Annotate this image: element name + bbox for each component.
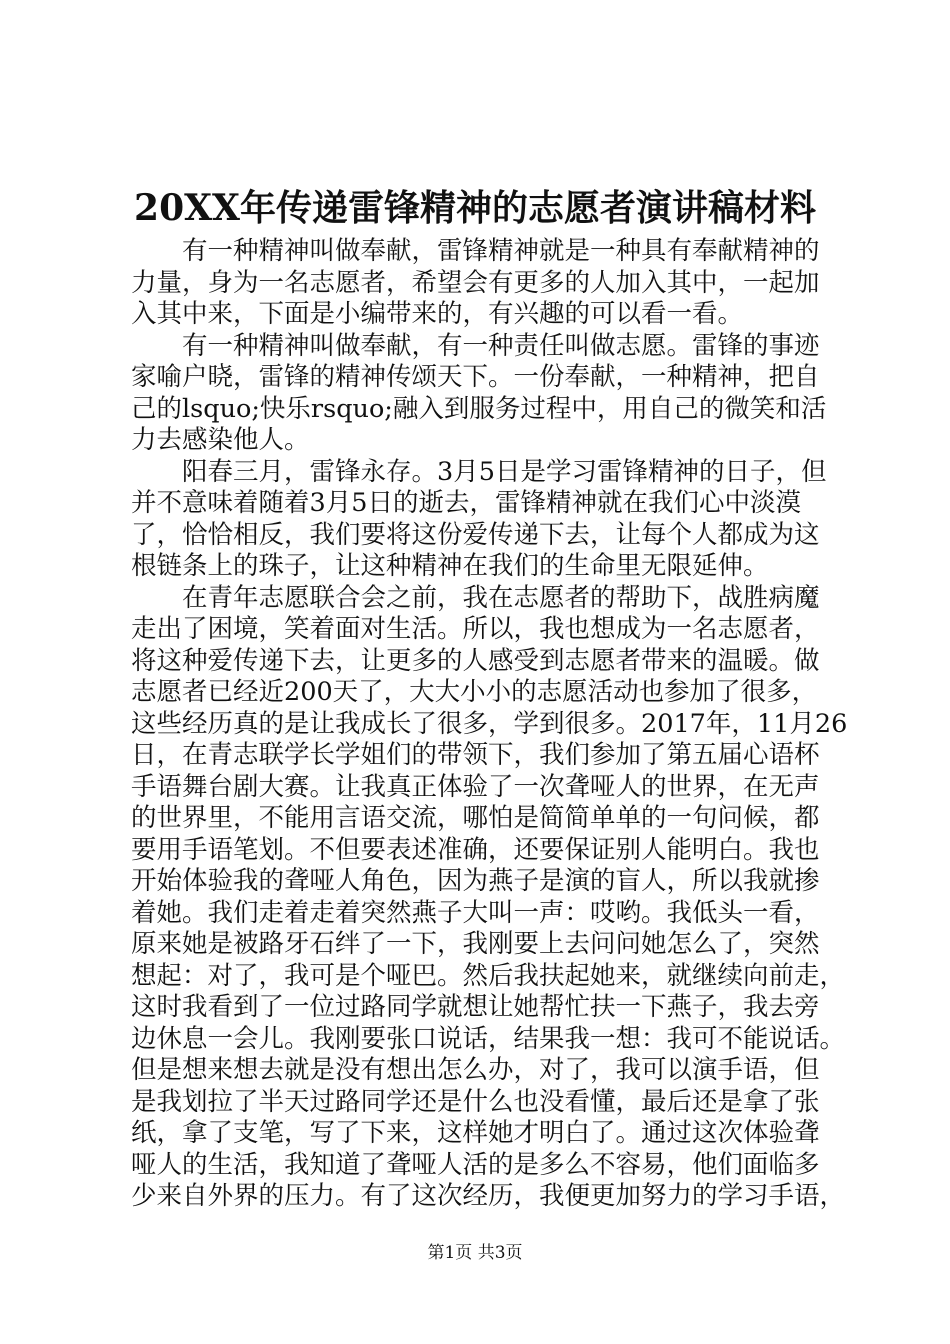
text-line: 日，在青志联学长学姐们的带领下，我们参加了第五届心语杯 xyxy=(131,740,820,770)
article-body xyxy=(131,236,861,1213)
text-line: 志愿者已经近200天了，大大小小的志愿活动也参加了很多， xyxy=(131,677,818,707)
text-line: 着她。我们走着走着突然燕子大叫一声：哎哟。我低头一看， xyxy=(131,897,820,928)
text-line: 阳春三月，雷锋永存。3月5日是学习雷锋精神的日子，但 xyxy=(131,456,827,487)
text-line: 纸，拿了支笔，写了下来，这样她才明白了。通过这次体验聋 xyxy=(131,1118,820,1148)
text-line: 力量，身为一名志愿者，希望会有更多的人加入其中，一起加 xyxy=(131,267,820,298)
text-line: 并不意味着随着3月5日的逝去，雷锋精神就在我们心中淡漠 xyxy=(131,488,801,518)
page-title: 20XX年传递雷锋精神的志愿者演讲稿材料 xyxy=(134,187,816,229)
text-line: 但是想来想去就是没有想出怎么办，对了，我可以演手语，但 xyxy=(131,1055,820,1085)
text-line: 这时我看到了一位过路同学就想让她帮忙扶一下燕子，我去旁 xyxy=(131,992,820,1022)
paragraph xyxy=(131,583,861,1213)
text-line: 边休息一会儿。我刚要张口说话，结果我一想：我可不能说话。 xyxy=(131,1023,846,1054)
paragraph xyxy=(131,331,861,457)
text-line: 在青年志愿联合会之前，我在志愿者的帮助下，战胜病魔 xyxy=(131,582,820,613)
paragraph xyxy=(131,236,861,331)
text-line: 的世界里，不能用言语交流，哪怕是简简单单的一句问候，都 xyxy=(131,803,820,833)
text-line: 将这种爱传递下去，让更多的人感受到志愿者带来的温暖。做 xyxy=(131,645,820,676)
text-line: 有一种精神叫做奉献，有一种责任叫做志愿。雷锋的事迹 xyxy=(131,330,820,361)
text-line: 力去感染他人。 xyxy=(131,425,310,455)
text-line: 入其中来，下面是小编带来的，有兴趣的可以看一看。 xyxy=(131,299,744,329)
text-line: 想起：对了，我可是个哑巴。然后我扶起她来，就继续向前走， xyxy=(131,960,846,991)
text-line: 家喻户晓，雷锋的精神传颂天下。一份奉献，一种精神，把自 xyxy=(131,362,820,392)
text-line: 有一种精神叫做奉献，雷锋精神就是一种具有奉献精神的 xyxy=(131,236,820,266)
text-line: 要用手语笔划。不但要表述准确，还要保证别人能明白。我也 xyxy=(131,834,820,865)
text-line: 了，恰恰相反，我们要将这份爱传递下去，让每个人都成为这 xyxy=(131,519,820,550)
text-line: 开始体验我的聋哑人角色，因为燕子是演的盲人，所以我就掺 xyxy=(131,866,820,896)
text-line: 哑人的生活，我知道了聋哑人活的是多么不容易，他们面临多 xyxy=(131,1149,820,1180)
text-line: 是我划拉了半天过路同学还是什么也没看懂，最后还是拿了张 xyxy=(131,1086,820,1117)
text-line: 走出了困境，笑着面对生活。所以，我也想成为一名志愿者， xyxy=(131,614,820,644)
text-line: 这些经历真的是让我成长了很多，学到很多。2017年，11月26 xyxy=(131,708,848,739)
text-line: 手语舞台剧大赛。让我真正体验了一次聋哑人的世界，在无声 xyxy=(131,771,820,802)
paragraph xyxy=(131,457,861,583)
page-footer: 第1页 共3页 xyxy=(427,1243,523,1263)
text-line: 少来自外界的压力。有了这次经历，我便更加努力的学习手语， xyxy=(131,1181,846,1211)
text-line: 根链条上的珠子，让这种精神在我们的生命里无限延伸。 xyxy=(131,551,769,581)
text-line: 原来她是被路牙石绊了一下，我刚要上去问问她怎么了，突然 xyxy=(131,929,820,959)
text-line: 己的lsquo;快乐rsquo;融入到服务过程中，用自己的微笑和活 xyxy=(131,393,827,424)
